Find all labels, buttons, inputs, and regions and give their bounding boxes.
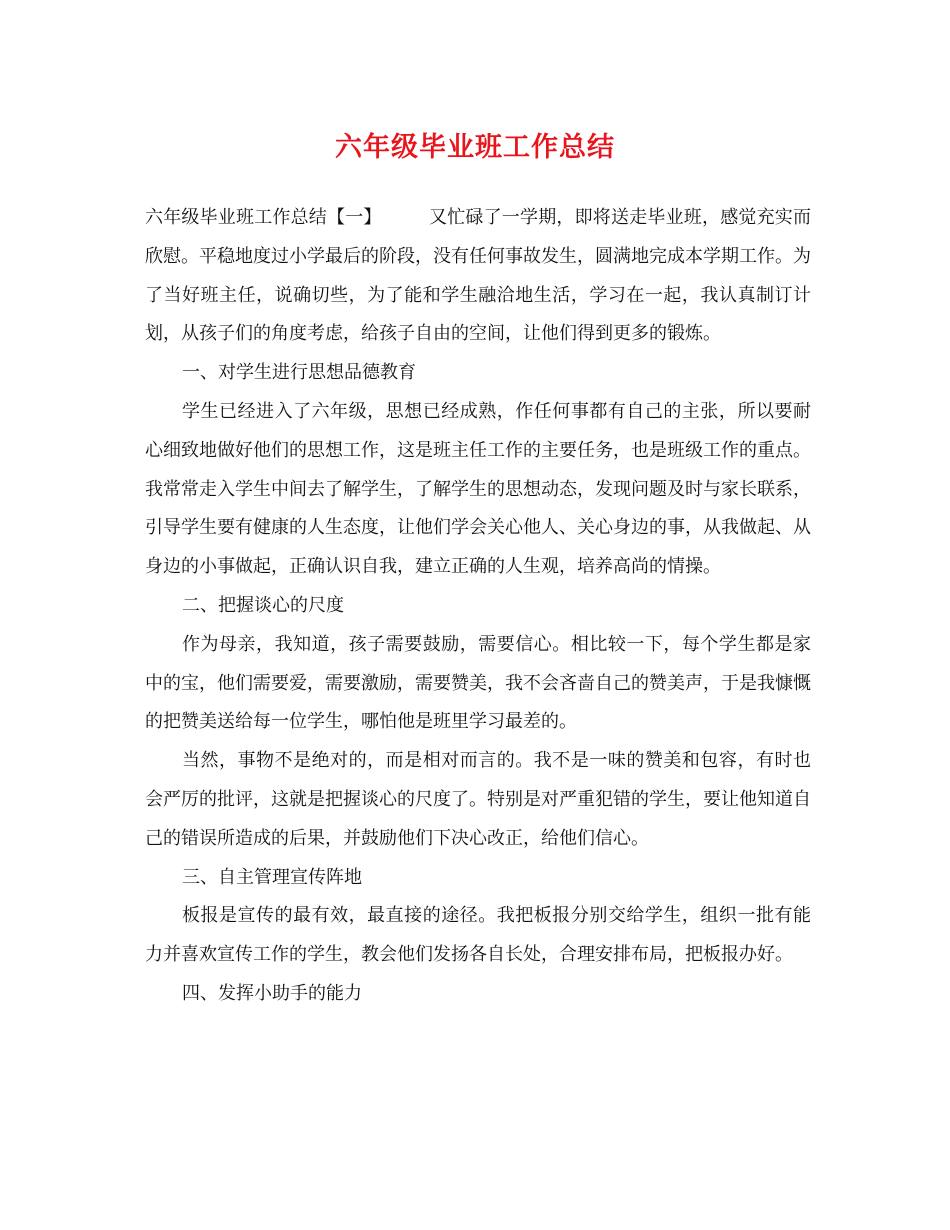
intro-paragraph [145, 199, 811, 354]
section-paragraph: 板报是宣传的最有效，最直接的途径。我把板报分别交给学生，组织一批有能力并喜欢宣传工作的学生，教会他们发扬各自长处，合理安排布局，把板报办好。 [145, 905, 811, 966]
section-heading: 一、对学生进行思想品德教育 [182, 362, 416, 384]
document-body [145, 199, 811, 1014]
section-paragraph: 学生已经进入了六年级，思想已经成熟，作任何事都有自己的主张，所以要耐心细致地做好他们的思想工作，这是班主任工作的主要任务，也是班级工作的重点。我常常走入学生中间去了解学生，了解学生的思想动态，发现问题及时与家长联系，引导学生要有健康的人生态度，让他们学会关心他人、关心身边的事，从我做起、从身边的小事做起，正确认识自我，建立正确的人生观，培养高尚的情操。 [145, 400, 811, 578]
section-paragraph: 当然，事物不是绝对的，而是相对而言的。我不是一味的赞美和包容，有时也会严厉的批评，这就是把握谈心的尺度了。特别是对严重犯错的学生，要让他知道自己的错误所造成的后果，并鼓励他们下决心改正，给他们信心。 [145, 750, 811, 849]
section-heading: 四、发挥小助手的能力 [182, 982, 362, 1004]
section-heading: 二、把握谈心的尺度 [182, 594, 344, 616]
intro-text: 又忙碌了一学期，即将送走毕业班，感觉充实而欣慰。平稳地度过小学最后的阶段，没有任何事故发生，圆满地完成本学期工作。为了当好班主任，说确切些，为了能和学生融洽地生活，学习在一起，我认真制订计划，从孩子们的角度考虑，给孩子自由的空间，让他们得到更多的锻炼。 [145, 207, 812, 345]
section-heading: 三、自主管理宣传阵地 [182, 866, 362, 888]
section-paragraph: 作为母亲，我知道，孩子需要鼓励，需要信心。相比较一下，每个学生都是家中的宝，他们需要爱，需要激励，需要赞美，我不会吝啬自己的赞美声，于是我慷慨的把赞美送给每一位学生，哪怕他是班里学习最差的。 [145, 633, 811, 733]
document-title: 六年级毕业班工作总结 [335, 132, 615, 163]
intro-heading: 六年级毕业班工作总结【一】 [145, 207, 382, 228]
